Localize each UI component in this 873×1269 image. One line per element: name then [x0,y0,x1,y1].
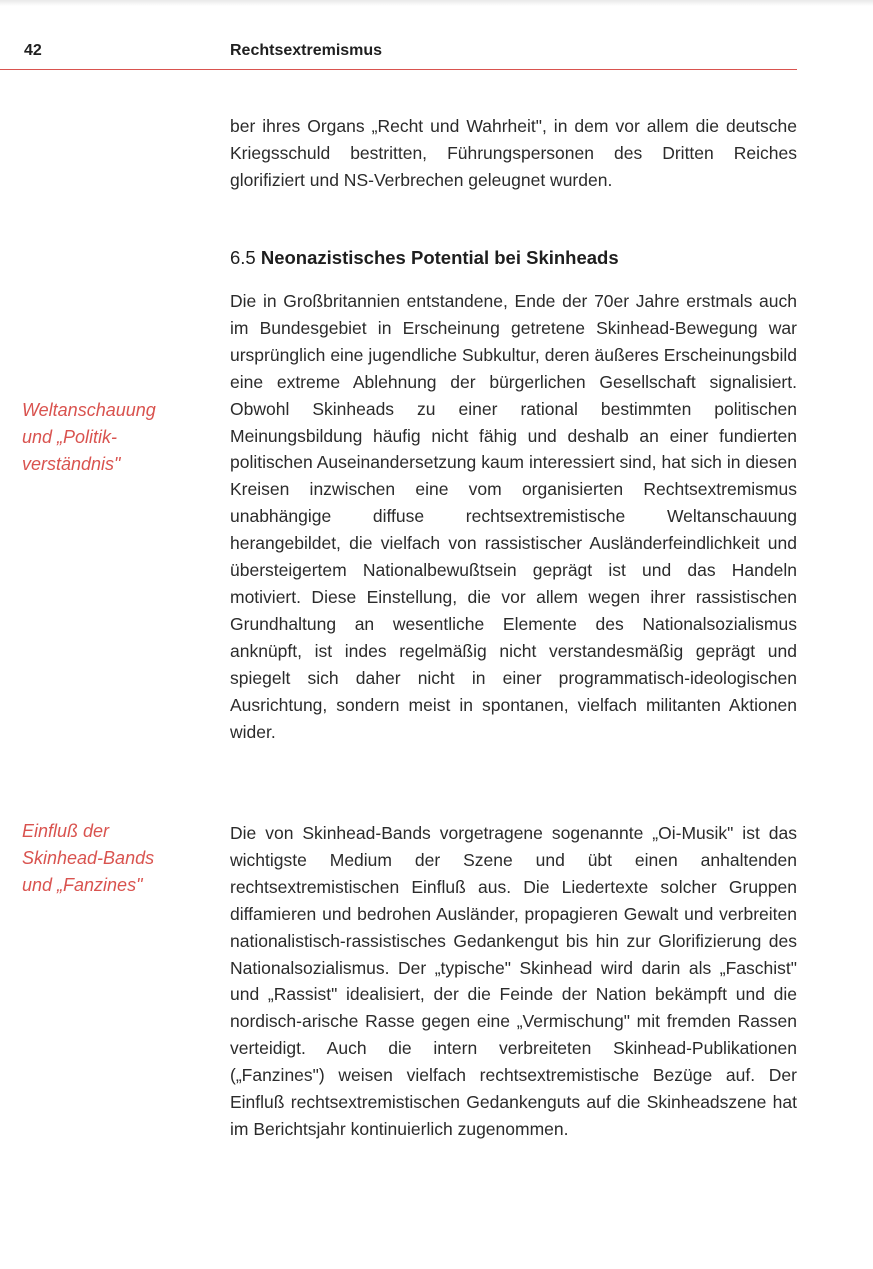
margin-note-line: Weltanschauung [22,400,156,420]
margin-note-einfluss [22,818,212,899]
margin-note-line: Skinhead-Bands [22,848,155,868]
section-number: 6.5 [230,247,256,268]
margin-note-weltanschauung [22,397,212,478]
header-rule [0,69,797,70]
intro-paragraph: ber ihres Organs „Recht und Wahrheit", in dem vor allem die deutsche Kriegsschuld bestritten, Führungspersonen des Dritten Reiches glorifiziert und NS-Verbrechen geleugnet wurden. [230,116,797,190]
page-number: 42 [24,42,42,59]
body-paragraph: Die in Großbritannien entstandene, Ende der 70er Jahre erstmals auch im Bundesgebiet in Erscheinung getretene Skinhead-Bewegung war ursprünglich eine jugendliche Subkultur, deren äußeres Erscheinungsbild eine extreme Ablehnung der bürgerlichen Gesellschaft signalisiert. Obwohl Skinheads zu einer rational bestimmten politischen Meinungsbildung häufig nicht fähig und deshalb an einer fundierten politischen Auseinandersetzung kaum interessiert sind, hat sich in diesen Kreisen inzwischen eine vom organisierten Rechtsextremismus unabhängige diffuse rechtsextremistische Weltanschauung herangebildet, die vielfach von rassistischer Ausländerfeindlichkeit und übersteigertem Nationalbewußtsein geprägt ist und das Handeln motiviert. Diese Einstellung, die vor allem wegen ihrer rassistischen Grundhaltung an wesentliche Elemente des Nationalsozialismus anknüpft, ist indes regelmäßig nicht verstandesmäßig geprägt und spiegelt sich daher nicht in einer programmatisch-ideologischen Ausrichtung, sondern meist in spontanen, vielfach militanten Aktionen wider. [230,291,797,742]
margin-note-line: und „Politik- [22,427,118,447]
section-heading [230,247,619,269]
page-edge-shadow [0,0,873,6]
running-title: Rechtsextremismus [230,42,383,59]
margin-note-line: verständnis" [22,454,121,474]
margin-note-line: und „Fanzines" [22,875,143,895]
section-title: Neonazistisches Potential bei Skinheads [260,247,619,268]
margin-note-line: Einfluß der [22,821,110,841]
body-paragraph: Die von Skinhead-Bands vorgetragene sogenannte „Oi-Musik" ist das wichtigste Medium der Szene und übt einen anhaltenden rechtsextremistischen Einfluß aus. Die Liedertexte solcher Gruppen diffamieren und bedrohen Ausländer, propagieren Gewalt und verbreiten nationalistisch-rassistisches Gedankengut bis hin zur Glorifizierung des Nationalsozialismus. Der „typische" Skinhead wird darin als „Faschist" und „Rassist" idealisiert, der die Feinde der Nation bekämpft und die nordisch-arische Rasse gegen eine „Vermischung" mit fremden Rassen verteidigt. Auch die intern verbreiteten Skinhead-Publikationen („Fanzines") weisen vielfach rechtsextremistische Bezüge auf. Der Einfluß rechtsextremistischen Gedankenguts auf die Skinheadszene hat im Berichtsjahr kontinuierlich zugenommen. [230,823,797,1139]
